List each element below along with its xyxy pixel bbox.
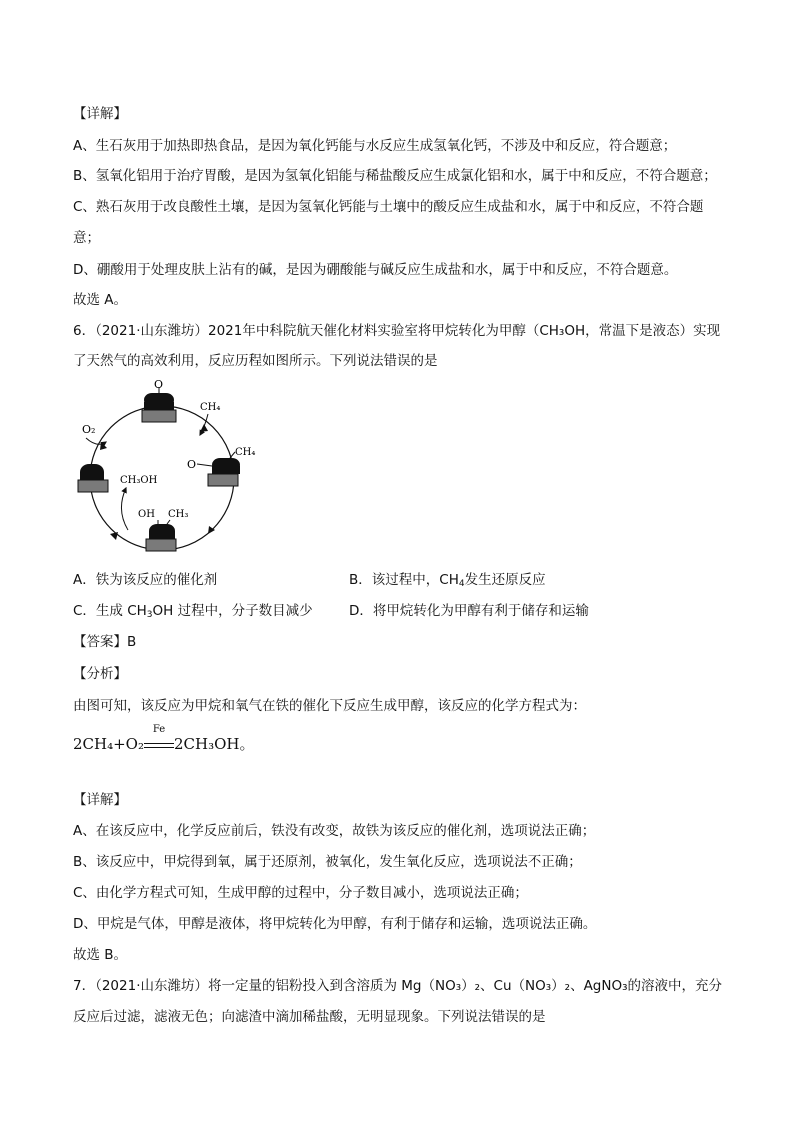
- detail-answer: 故选 A。: [73, 292, 128, 308]
- catalyst-bottom: [146, 524, 176, 551]
- diagram-o2: O₂: [82, 423, 96, 436]
- detail-option-c-line2: 意；: [73, 230, 100, 246]
- analysis-text: 由图可知，该反应为甲烷和氧气在铁的催化下反应生成甲醇，该反应的化学方程式为：: [73, 698, 586, 714]
- q7-stem-line1: 7．（2021·山东潍坊）将一定量的铝粉投入到含溶质为 Mg（NO₃）₂、Cu（NO₃）₂、AgNO₃的溶液中，充分: [73, 978, 723, 994]
- catalyst-left: [78, 464, 108, 492]
- q6-option-c: C．生成 $CH_3OH$ 过程中，分子数目减少: [73, 603, 313, 620]
- q6-detail-c: C、由化学方程式可知，生成甲醇的过程中，分子数目减小，选项说法正确；: [73, 885, 528, 901]
- q6-stem-line1: 6．（2021·山东潍坊）2021年中科院航天催化材料实验室将甲烷转化为甲醇（CH₃OH，常温下是液态）实现: [73, 323, 721, 339]
- detail-heading: 【详解】: [73, 106, 127, 122]
- q6-stem-line2: 了天然气的高效利用，反应历程如图所示。下列说法错误的是: [73, 353, 438, 369]
- detail-option-c-line1: C、熟石灰用于改良酸性土壤，是因为氢氧化钙能与土壤中的酸反应生成盐和水，属于中和反应，不符合题: [73, 199, 704, 215]
- detail-option-d: D、硼酸用于处理皮肤上沾有的碱，是因为硼酸能与碱反应生成盐和水，属于中和反应，不符合题意。: [73, 262, 678, 278]
- q6-final-answer: 故选 B。: [73, 947, 128, 963]
- diagram-o-right: O: [187, 458, 197, 471]
- q6-detail-a: A、在该反应中，化学反应前后，铁没有改变，故铁为该反应的催化剂，选项说法正确；: [73, 823, 596, 839]
- q7-stem-line2: 反应后过滤，滤液无色；向滤渣中滴加稀盐酸，无明显现象。下列说法错误的是: [73, 1009, 546, 1025]
- diagram-o-top: O: [154, 380, 164, 391]
- q6-detail-b: B、该反应中，甲烷得到氧，属于还原剂，被氧化，发生氧化反应，选项说法不正确；: [73, 854, 582, 870]
- q6-detail-d: D、甲烷是气体，甲醇是液体，将甲烷转化为甲醇，有利于储存和运输，选项说法正确。: [73, 916, 597, 932]
- q6-answer: 【答案】B: [73, 634, 137, 650]
- diagram-ch3oh: CH₃OH: [120, 475, 158, 486]
- diagram-ch4-right: CH₄: [235, 447, 256, 458]
- q6-option-b: B．该过程中，$CH_4$发生还原反应: [349, 572, 546, 589]
- detail-option-b: B、氢氧化铝用于治疗胃酸，是因为氢氧化铝能与稀盐酸反应生成氯化铝和水，属于中和反应，不符合题意；: [73, 168, 717, 184]
- detail-option-a: A、生石灰用于加热即热食品，是因为氧化钙能与水反应生成氢氧化钙，不涉及中和反应，符合题意；: [73, 138, 677, 154]
- q6-option-d: D．将甲烷转化为甲醇有利于储存和运输: [349, 603, 589, 619]
- diagram-ch3: CH₃: [168, 509, 189, 520]
- catalyst-top: [142, 387, 176, 422]
- reaction-cycle-diagram: [72, 380, 272, 555]
- catalyst-right: [208, 458, 240, 486]
- q6-option-a: A．铁为该反应的催化剂: [73, 572, 218, 588]
- chemical-equation: 2CH₄+O₂ Fe 2CH₃OH。: [73, 724, 255, 753]
- diagram-ch4-top: CH₄: [200, 402, 221, 413]
- analysis-heading: 【分析】: [73, 666, 127, 682]
- q6-detail-heading: 【详解】: [73, 792, 127, 808]
- diagram-oh: OH: [138, 509, 155, 520]
